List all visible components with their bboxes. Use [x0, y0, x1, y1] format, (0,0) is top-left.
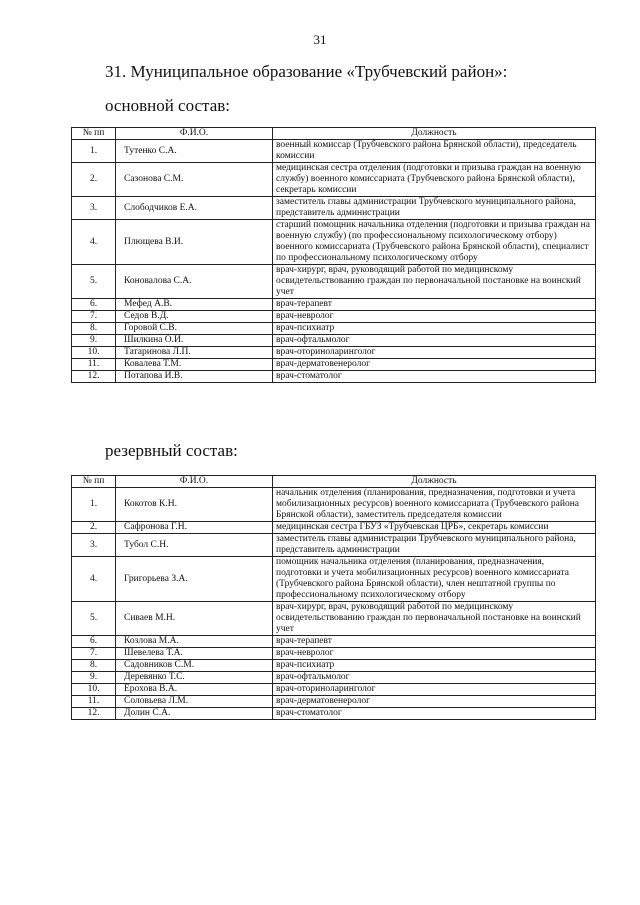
row-position: врач-психиатр [273, 660, 596, 672]
row-name: Садовников С.М. [116, 660, 273, 672]
row-name: Деревянко Т.С. [116, 672, 273, 684]
main-composition-heading: основной состав: [105, 96, 230, 115]
row-name: Ковалева Т.М. [116, 359, 273, 371]
table-row [72, 648, 596, 660]
row-number: 3. [72, 534, 116, 557]
row-name: Соловьева Л.М. [116, 696, 273, 708]
row-number: 4. [72, 557, 116, 602]
table-row [72, 335, 596, 347]
row-number: 7. [72, 311, 116, 323]
row-name: Тубол С.Н. [116, 534, 273, 557]
row-position: врач-дерматовенеролог [273, 696, 596, 708]
row-name: Слободчиков Е.А. [116, 197, 273, 220]
row-number: 10. [72, 347, 116, 359]
row-position: заместитель главы администрации Трубчевского муниципального района, представитель администрации [273, 534, 596, 557]
row-position: врач-терапевт [273, 636, 596, 648]
row-number: 9. [72, 672, 116, 684]
row-number: 2. [72, 522, 116, 534]
row-position: врач-стоматолог [273, 708, 596, 720]
row-name: Долин С.А. [116, 708, 273, 720]
main-composition-table [71, 127, 596, 383]
section-title: 31. Муниципальное образование «Трубчевский район»: [105, 62, 508, 81]
row-name: Шевелева Т.А. [116, 648, 273, 660]
row-number: 1. [72, 140, 116, 163]
header-num: № пп [72, 128, 116, 140]
table-row [72, 602, 596, 636]
row-position: врач-терапевт [273, 299, 596, 311]
row-number: 8. [72, 323, 116, 335]
row-name: Тутенко С.А. [116, 140, 273, 163]
table-row [72, 660, 596, 672]
table-row [72, 636, 596, 648]
table-row [72, 522, 596, 534]
row-position: врач-невролог [273, 311, 596, 323]
reserve-composition-heading: резервный состав: [105, 441, 238, 460]
table-row [72, 708, 596, 720]
row-number: 6. [72, 299, 116, 311]
row-position: врач-психиатр [273, 323, 596, 335]
header-position: Должность [273, 128, 596, 140]
table-row [72, 347, 596, 359]
row-name: Ерохова В.А. [116, 684, 273, 696]
row-name: Козлова М.А. [116, 636, 273, 648]
row-position: помощник начальника отделения (планирования, предназначения, подготовки и учета мобилизационных ресурсов) военного комиссариата (Трубчевского района Брянской области), член нештатной группы по профессиональному психологическому отбору [273, 557, 596, 602]
row-name: Горовой С.В. [116, 323, 273, 335]
row-name: Сафронова Г.Н. [116, 522, 273, 534]
table-row [72, 197, 596, 220]
row-position: заместитель главы администрации Трубчевского муниципального района, представитель администрации [273, 197, 596, 220]
row-name: Плющева В.И. [116, 220, 273, 265]
row-number: 1. [72, 488, 116, 522]
row-name: Кокотов К.Н. [116, 488, 273, 522]
table-row [72, 534, 596, 557]
row-name: Мефед А.В. [116, 299, 273, 311]
row-number: 5. [72, 265, 116, 299]
row-position: врач-стоматолог [273, 371, 596, 383]
row-number: 11. [72, 696, 116, 708]
row-position: врач-невролог [273, 648, 596, 660]
reserve-composition-table [71, 475, 596, 720]
row-position: врач-оториноларинголог [273, 684, 596, 696]
row-number: 5. [72, 602, 116, 636]
table-row [72, 323, 596, 335]
row-position: врач-хирург, врач, руководящий работой по медицинскому освидетельствованию граждан по первоначальной постановке на воинский учет [273, 265, 596, 299]
page-number: 31 [313, 32, 327, 47]
table-row [72, 265, 596, 299]
table-row [72, 140, 596, 163]
table-row [72, 311, 596, 323]
table-row [72, 684, 596, 696]
header-position: Должность [273, 476, 596, 488]
table-header-row [72, 476, 596, 488]
table-row [72, 299, 596, 311]
row-number: 6. [72, 636, 116, 648]
row-position: военный комиссар (Трубчевского района Брянской области), председатель комиссии [273, 140, 596, 163]
row-name: Сиваев М.Н. [116, 602, 273, 636]
row-name: Шилкина О.И. [116, 335, 273, 347]
row-position: врач-офтальмолог [273, 335, 596, 347]
row-name: Седов В.Д. [116, 311, 273, 323]
row-number: 9. [72, 335, 116, 347]
row-position: медицинская сестра ГБУЗ «Трубчевская ЦРБ», секретарь комиссии [273, 522, 596, 534]
row-position: врач-офтальмолог [273, 672, 596, 684]
row-position: врач-хирург, врач, руководящий работой по медицинскому освидетельствованию граждан по первоначальной постановке на воинский учет [273, 602, 596, 636]
header-name: Ф.И.О. [116, 128, 273, 140]
header-name: Ф.И.О. [116, 476, 273, 488]
row-number: 7. [72, 648, 116, 660]
row-position: врач-дерматовенеролог [273, 359, 596, 371]
table-row [72, 163, 596, 197]
row-number: 12. [72, 371, 116, 383]
row-name: Потапова И.В. [116, 371, 273, 383]
row-number: 12. [72, 708, 116, 720]
row-position: старший помощник начальника отделения (подготовки и призыва граждан на военную службу) (по профессиональному психологическому отбору) военного комиссариата (Трубчевского района Брянской области), специалист по профессиональному психологическому отбору [273, 220, 596, 265]
table-row [72, 696, 596, 708]
row-number: 4. [72, 220, 116, 265]
table-row [72, 371, 596, 383]
row-position: врач-оториноларинголог [273, 347, 596, 359]
row-number: 2. [72, 163, 116, 197]
table-header-row [72, 128, 596, 140]
row-number: 3. [72, 197, 116, 220]
row-number: 10. [72, 684, 116, 696]
row-name: Григорьева З.А. [116, 557, 273, 602]
table-row [72, 359, 596, 371]
row-name: Татаринова Л.П. [116, 347, 273, 359]
row-name: Коновалова С.А. [116, 265, 273, 299]
row-number: 11. [72, 359, 116, 371]
row-name: Сазонова С.М. [116, 163, 273, 197]
table-row [72, 557, 596, 602]
table-row [72, 672, 596, 684]
table-row [72, 488, 596, 522]
row-position: начальник отделения (планирования, предназначения, подготовки и учета мобилизационных ресурсов) военного комиссариата (Трубчевского района Брянской области), заместитель председателя комиссии [273, 488, 596, 522]
row-number: 8. [72, 660, 116, 672]
row-position: медицинская сестра отделения (подготовки и призыва граждан на военную службу) военного комиссариата (Трубчевского района Брянской области), секретарь комиссии [273, 163, 596, 197]
header-num: № пп [72, 476, 116, 488]
table-row [72, 220, 596, 265]
